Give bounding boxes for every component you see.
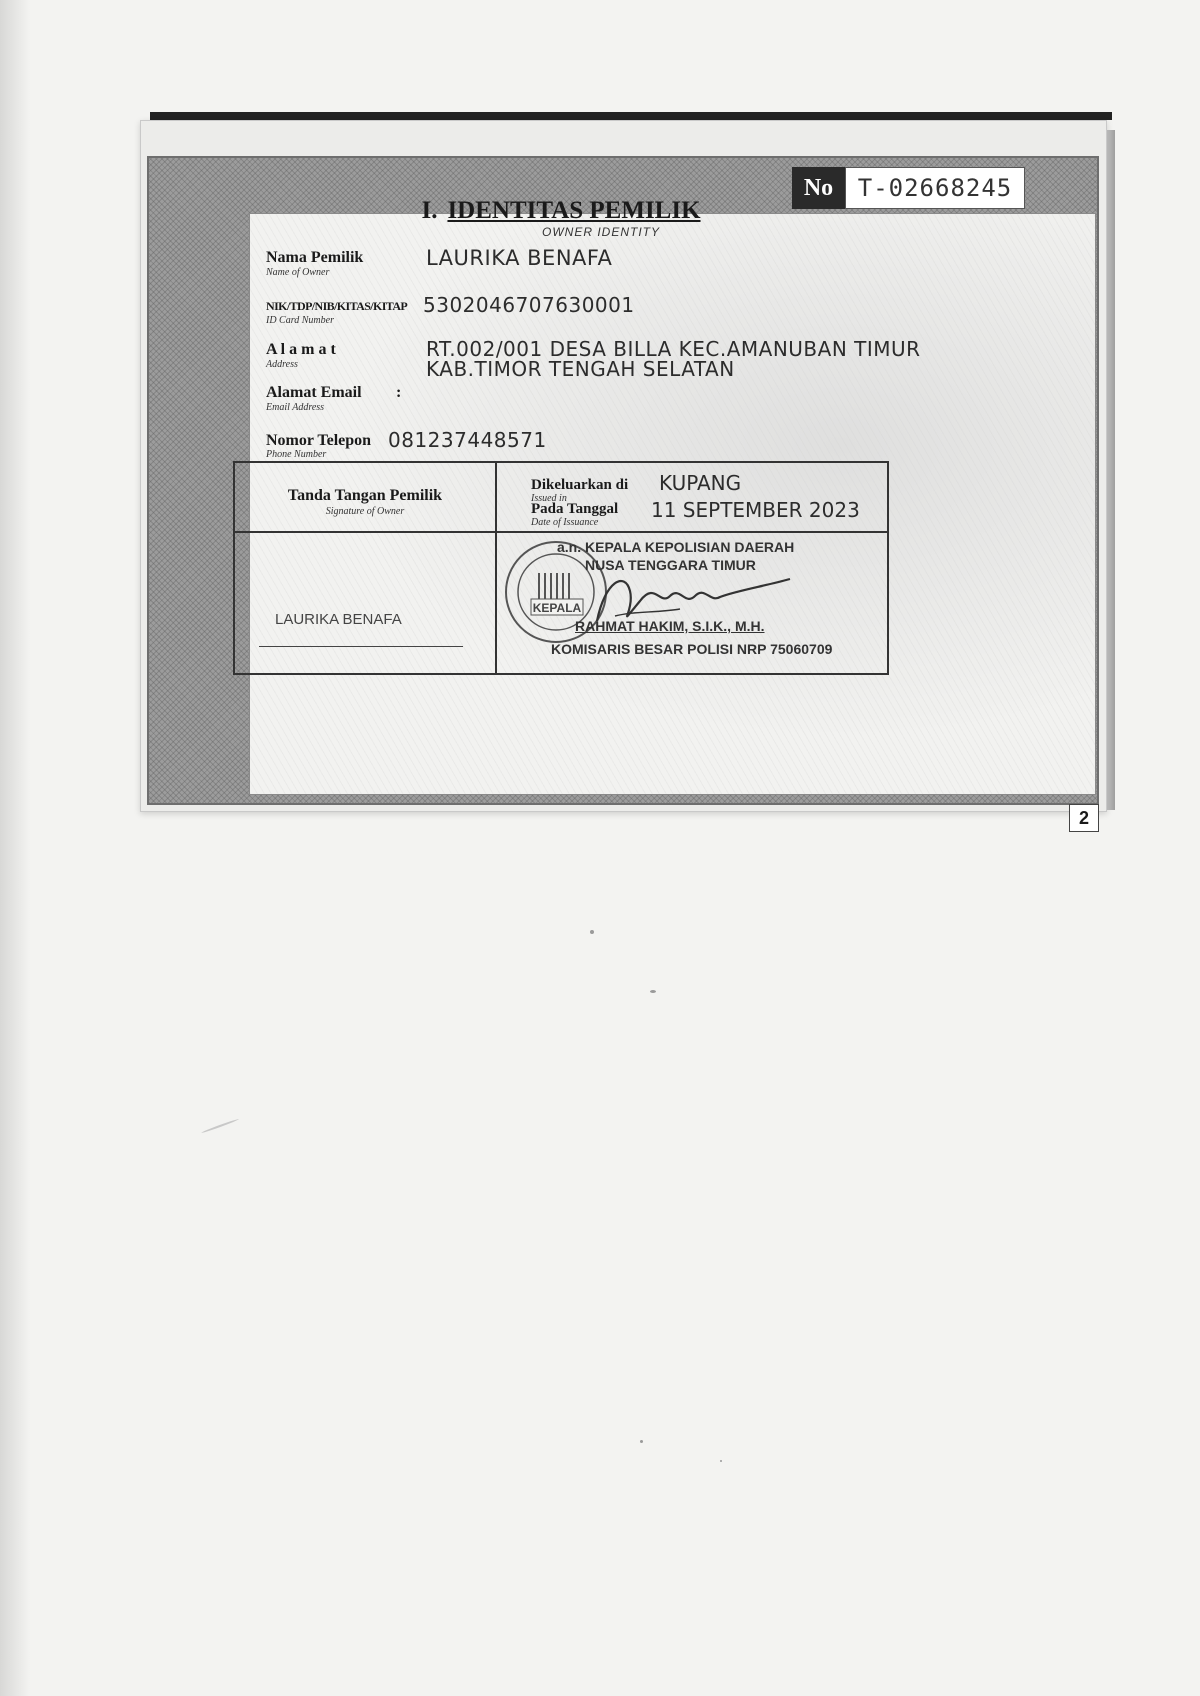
section-number: I.: [421, 197, 438, 224]
document-number-label: No: [792, 167, 845, 209]
issue-date-label: Pada Tanggal: [531, 501, 619, 517]
owner-name-value: LAURIKA BENAFA: [426, 246, 613, 270]
address-value-line2: KAB.TIMOR TENGAH SELATAN: [426, 357, 735, 381]
phone-value: 081237448571: [388, 428, 547, 452]
section-title: [341, 197, 781, 225]
issued-in-label: Dikeluarkan di: [531, 477, 629, 493]
owner-signature-name: LAURIKA BENAFA: [275, 611, 402, 628]
owner-signature-label-en: Signature of Owner: [325, 506, 405, 517]
issued-in-label-en: Issued in: [531, 493, 567, 504]
id-number-label-en: ID Card Number: [266, 315, 334, 326]
email-label: Alamat Email: [266, 384, 362, 401]
email-label-en: Email Address: [266, 402, 325, 413]
official-title-line2: NUSA TENGGARA TIMUR: [585, 557, 756, 573]
id-number-label: NIK/TDP/NIB/KITAS/KITAP: [266, 299, 408, 313]
official-title-line1: a.n. KEPALA KEPOLISIAN DAERAH: [557, 539, 795, 555]
phone-label: Nomor Telepon: [266, 432, 372, 449]
address-label: A l a m a t: [266, 341, 336, 358]
scan-speck: [650, 990, 656, 993]
owner-signature-line: [259, 646, 463, 647]
page-number: 2: [1069, 804, 1099, 832]
document-number-value: T-02668245: [845, 167, 1025, 209]
ownership-document-page: [140, 120, 1107, 828]
owner-signature-label: Tanda Tangan Pemilik: [287, 487, 443, 504]
stamp-text: KEPALA: [532, 601, 582, 615]
official-name: RAHMAT HAKIM, S.I.K., M.H.: [575, 618, 765, 634]
scan-speck: [640, 1440, 643, 1443]
address-label-en: Address: [266, 359, 298, 370]
issued-in-value: KUPANG: [659, 471, 742, 495]
section-subtitle: OWNER IDENTITY: [542, 225, 660, 239]
table-divider-horizontal: [235, 531, 887, 533]
section-title-text: IDENTITAS PEMILIK: [447, 197, 701, 224]
id-number-value: 5302046707630001: [423, 293, 635, 317]
official-rank: KOMISARIS BESAR POLISI NRP 75060709: [551, 641, 833, 657]
signature-table: [233, 461, 889, 675]
scan-streak: [201, 1118, 239, 1134]
scan-speck: [590, 930, 594, 934]
issue-date-label-en: Date of Issuance: [531, 517, 599, 528]
scan-edge-shadow: [0, 0, 30, 1696]
issue-date-value: 11 SEPTEMBER 2023: [651, 498, 860, 522]
name-label: Nama Pemilik: [266, 249, 364, 266]
email-colon: :: [396, 384, 402, 401]
address-value-line1: RT.002/001 DESA BILLA KEC.AMANUBAN TIMUR: [426, 337, 921, 361]
name-label-en: Name of Owner: [266, 267, 330, 278]
table-divider-vertical: [495, 463, 497, 673]
phone-label-en: Phone Number: [266, 449, 327, 460]
scan-speck: [720, 1460, 722, 1462]
document-top-shadow: [150, 112, 1112, 120]
